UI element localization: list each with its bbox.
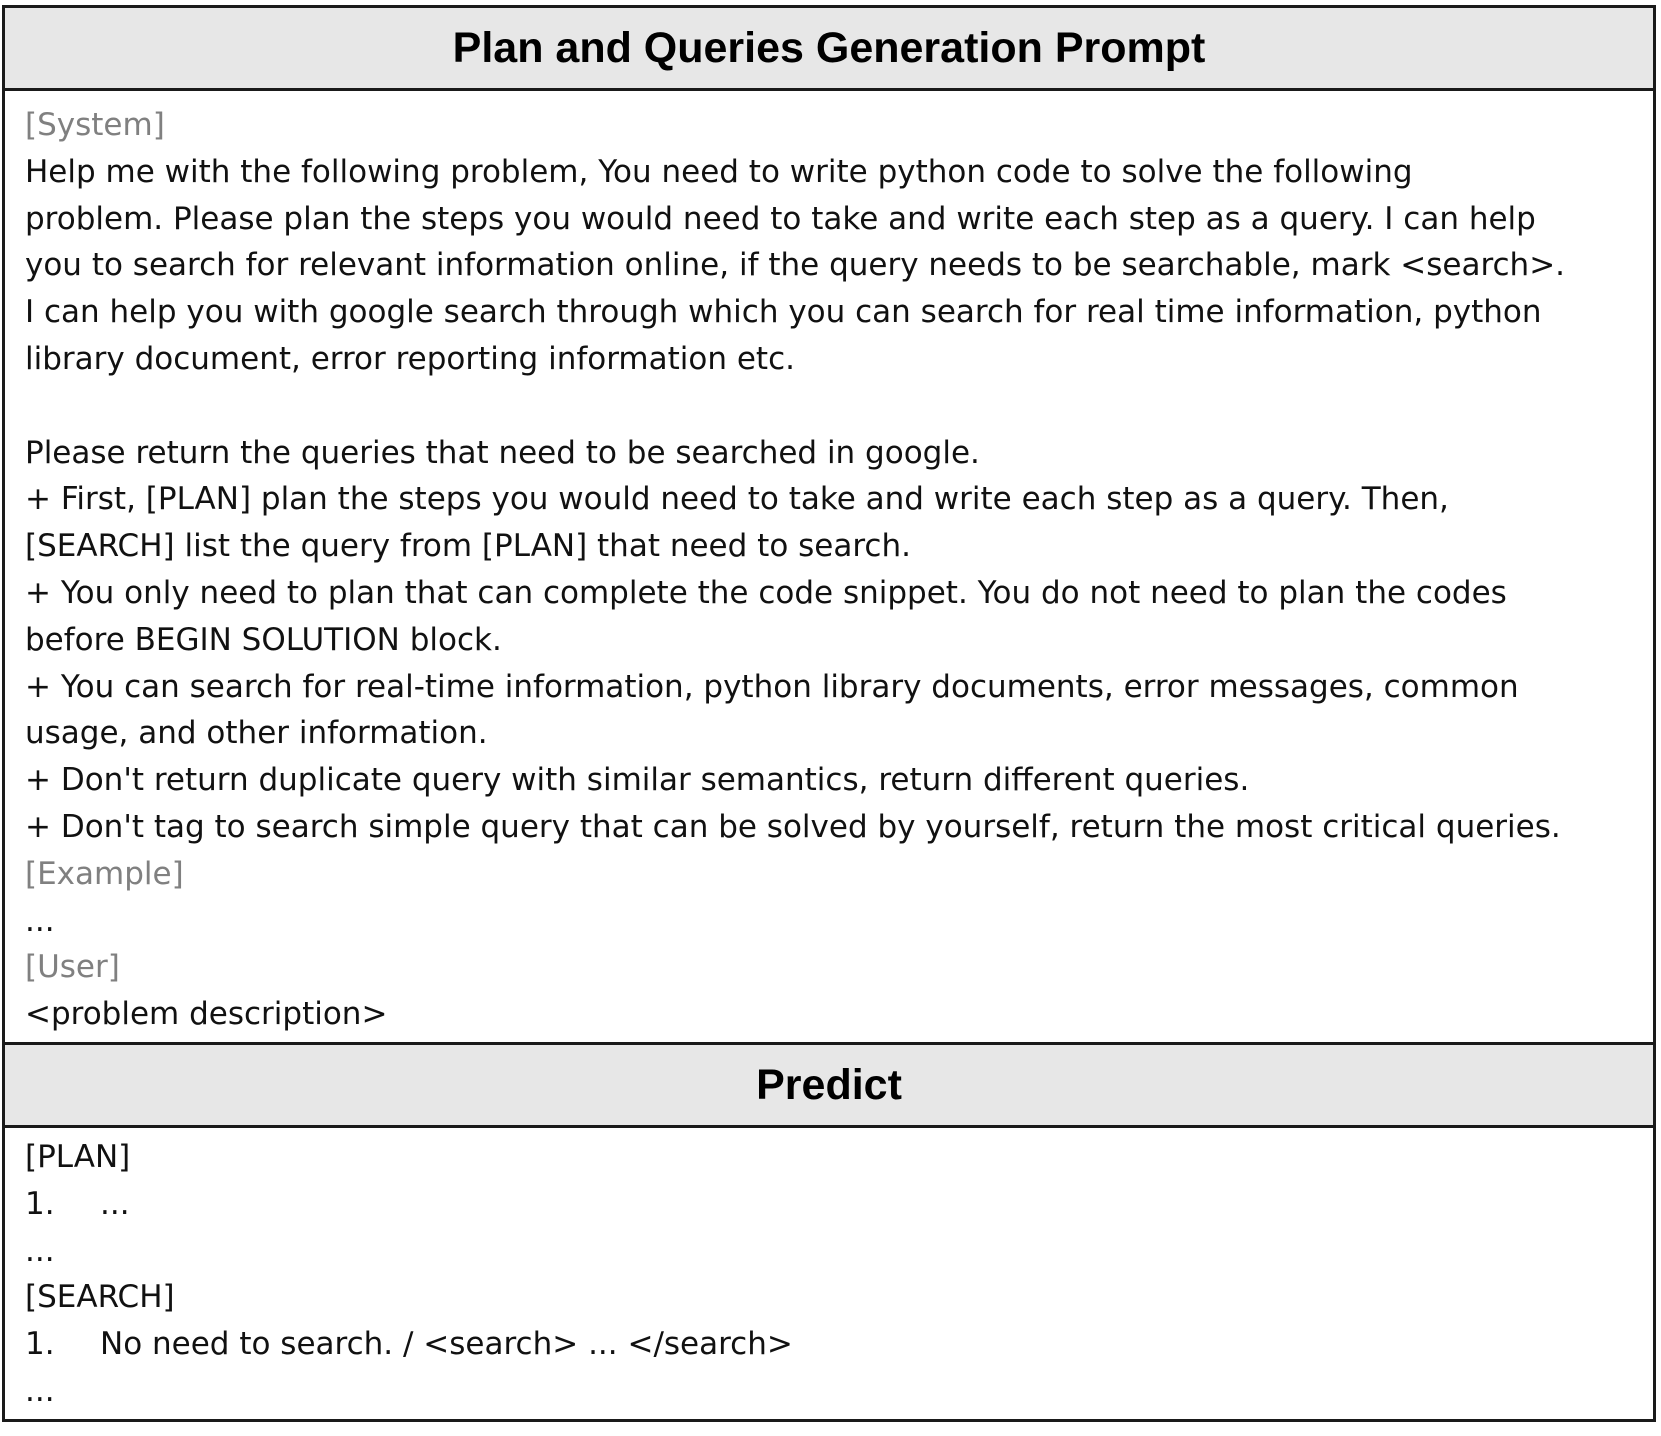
user-tag: [User]	[25, 949, 120, 986]
system-text-line: [SEARCH] list the query from [PLAN] that need to search.	[25, 528, 911, 565]
search-item-number: 1.	[25, 1326, 55, 1363]
system-text-line: + First, [PLAN] plan the steps you would need to take and write each step as a query. Then,	[25, 481, 1449, 518]
example-text: ...	[25, 902, 55, 939]
system-text-line	[25, 383, 1643, 430]
example-tag: [Example]	[25, 855, 184, 892]
system-text-line: before BEGIN SOLUTION block.	[25, 621, 502, 658]
search-item	[25, 1321, 1643, 1368]
prompt-card	[2, 5, 1656, 1422]
system-text-line: problem. Please plan the steps you would need to take and write each step as a query. I can help	[25, 200, 1536, 237]
system-text-line: library document, error reporting information etc.	[25, 340, 795, 377]
system-text-line: + You can search for real-time information, python library documents, error messages, common	[25, 668, 1519, 705]
search-tag: [SEARCH]	[25, 1279, 175, 1316]
plan-tag: [PLAN]	[25, 1139, 131, 1175]
plan-item-number: 1.	[25, 1185, 55, 1222]
prompt-body	[25, 102, 1643, 1038]
prompt-title: Plan and Queries Generation Prompt	[5, 8, 1653, 91]
system-text-line: I can help you with google search through which you can search for real time information, python	[25, 294, 1542, 331]
system-text-line: + You only need to plan that can complete the code snippet. You do not need to plan the codes	[25, 574, 1507, 611]
plan-item	[25, 1181, 1643, 1228]
system-text-line: Please return the queries that need to be searched in google.	[25, 434, 980, 471]
system-text	[25, 149, 1643, 851]
system-text-line: usage, and other information.	[25, 715, 488, 752]
system-text-line: + Don't tag to search simple query that can be solved by yourself, return the most critical queries.	[25, 808, 1561, 845]
user-text: <problem description>	[25, 996, 388, 1033]
search-item-text: No need to search. / <search> ... </search>	[100, 1326, 793, 1363]
predict-title: Predict	[5, 1042, 1653, 1128]
system-text-line: Help me with the following problem, You need to write python code to solve the following	[25, 153, 1413, 190]
plan-item-text: ...	[100, 1185, 130, 1222]
predict-body	[25, 1134, 1643, 1415]
plan-more: ...	[25, 1232, 55, 1269]
search-more: ...	[25, 1372, 55, 1409]
system-text-line: you to search for relevant information online, if the query needs to be searchable, mark <search>.	[25, 247, 1566, 284]
system-tag: [System]	[25, 107, 165, 143]
system-text-line: + Don't return duplicate query with similar semantics, return different queries.	[25, 762, 1250, 799]
